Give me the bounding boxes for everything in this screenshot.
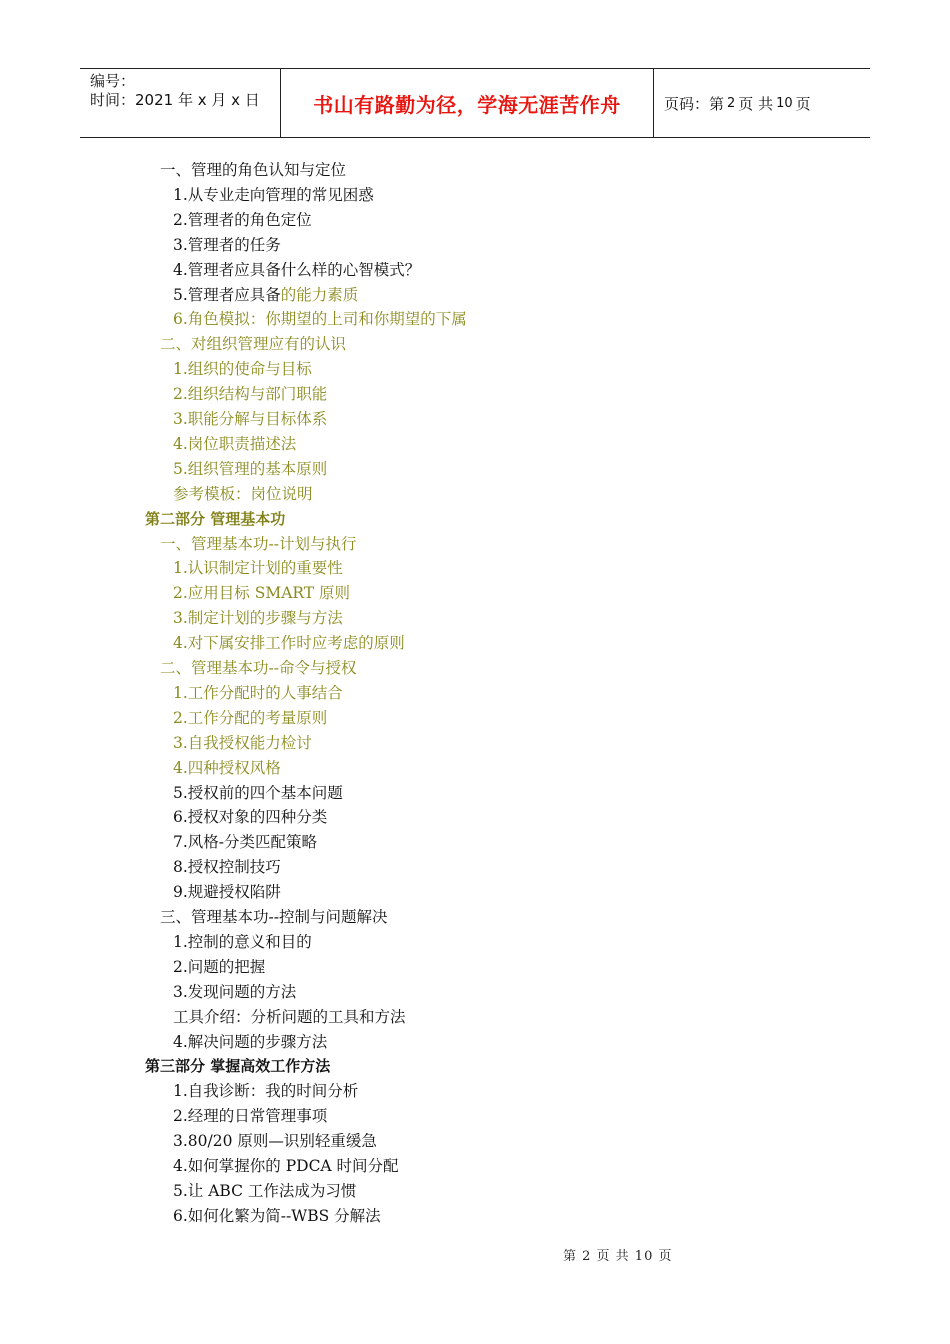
page-total: 10 [776, 95, 793, 111]
serial-number-label: 编号： [90, 72, 136, 90]
outline-item: 6.如何化繁为简--WBS 分解法 [173, 1206, 381, 1225]
outline-item: 6.角色模拟：你期望的上司和你期望的下属 [173, 310, 467, 329]
outline-item: 2.组织结构与部门职能 [173, 385, 328, 404]
date-label: 时间：2021 年 x 月 x 日 [90, 91, 260, 109]
outline-item [173, 283, 358, 307]
outline-item: 2.经理的日常管理事项 [173, 1107, 328, 1126]
section-heading: 一、管理的角色认知与定位 [160, 161, 347, 179]
outline-item: 6.授权对象的四种分类 [173, 808, 328, 827]
outline-item: 1.认识制定计划的重要性 [173, 559, 343, 578]
outline-item-text: 5.管理者应具备 [173, 285, 281, 304]
outline-item: 3.职能分解与目标体系 [173, 410, 328, 428]
page-mid: 页 共 [738, 94, 774, 113]
header-motto-cell [281, 69, 654, 137]
outline-item: 工具介绍：分析问题的工具和方法 [173, 1007, 406, 1026]
header-meta-cell [80, 69, 281, 137]
outline-item: 参考模板：岗位说明 [173, 484, 313, 503]
outline-item: 3.自我授权能力检讨 [173, 733, 312, 752]
motto-text: 书山有路勤为径，学海无涯苦作舟 [313, 92, 621, 117]
outline-item: 1.工作分配时的人事结合 [173, 683, 343, 702]
page-prefix: 页码：第 [664, 94, 725, 113]
part-heading: 第二部分 管理基本功 [145, 509, 286, 528]
outline-item: 4.对下属安排工作时应考虑的原则 [173, 634, 405, 653]
section-heading: 三、管理基本功--控制与问题解决 [160, 908, 388, 926]
header-page-cell [654, 69, 870, 137]
outline-item: 3.制定计划的步骤与方法 [173, 609, 343, 628]
outline-item: 5.让 ABC 工作法成为习惯 [173, 1181, 357, 1200]
outline-item: 2.工作分配的考量原则 [173, 708, 328, 727]
outline-item: 2.问题的把握 [173, 957, 266, 976]
outline-item: 9.规避授权陷阱 [173, 883, 281, 902]
page-current: 2 [727, 95, 736, 111]
page-footer: 第 2 页 共 10 页 [563, 1249, 673, 1264]
outline-item: 1.自我诊断：我的时间分析 [173, 1082, 359, 1101]
outline-item: 4.解决问题的步骤方法 [173, 1032, 328, 1051]
outline-item: 8.授权控制技巧 [173, 858, 281, 877]
outline-item: 2.管理者的角色定位 [173, 210, 312, 229]
outline-item: 1.从专业走向管理的常见困惑 [173, 185, 374, 204]
outline-item: 1.控制的意义和目的 [173, 932, 312, 951]
outline-item: 3.80/20 原则—识别轻重缓急 [173, 1132, 377, 1151]
outline-item: 5.授权前的四个基本问题 [173, 783, 343, 802]
outline-item: 7.风格-分类匹配策略 [173, 833, 318, 852]
section-heading: 二、管理基本功--命令与授权 [160, 659, 357, 677]
outline-item: 2.应用目标 SMART 原则 [173, 584, 351, 603]
section-heading: 一、管理基本功--计划与执行 [160, 534, 357, 553]
part-heading: 第三部分 掌握高效工作方法 [145, 1057, 331, 1076]
outline-item: 4.如何掌握你的 PDCA 时间分配 [173, 1157, 399, 1175]
outline-item: 4.岗位职责描述法 [173, 434, 297, 453]
outline-item: 3.管理者的任务 [173, 235, 281, 254]
document-header [80, 68, 870, 138]
outline-item: 4.四种授权风格 [173, 758, 281, 777]
section-heading: 二、对组织管理应有的认识 [160, 335, 347, 354]
outline-item-text-highlight: 的能力素质 [280, 285, 359, 304]
outline-item: 1.组织的使命与目标 [173, 360, 312, 379]
outline-item: 3.发现问题的方法 [173, 982, 297, 1001]
outline-item: 5.组织管理的基本原则 [173, 459, 328, 478]
page-suffix: 页 [795, 94, 811, 113]
outline-item: 4.管理者应具备什么样的心智模式？ [173, 260, 421, 279]
